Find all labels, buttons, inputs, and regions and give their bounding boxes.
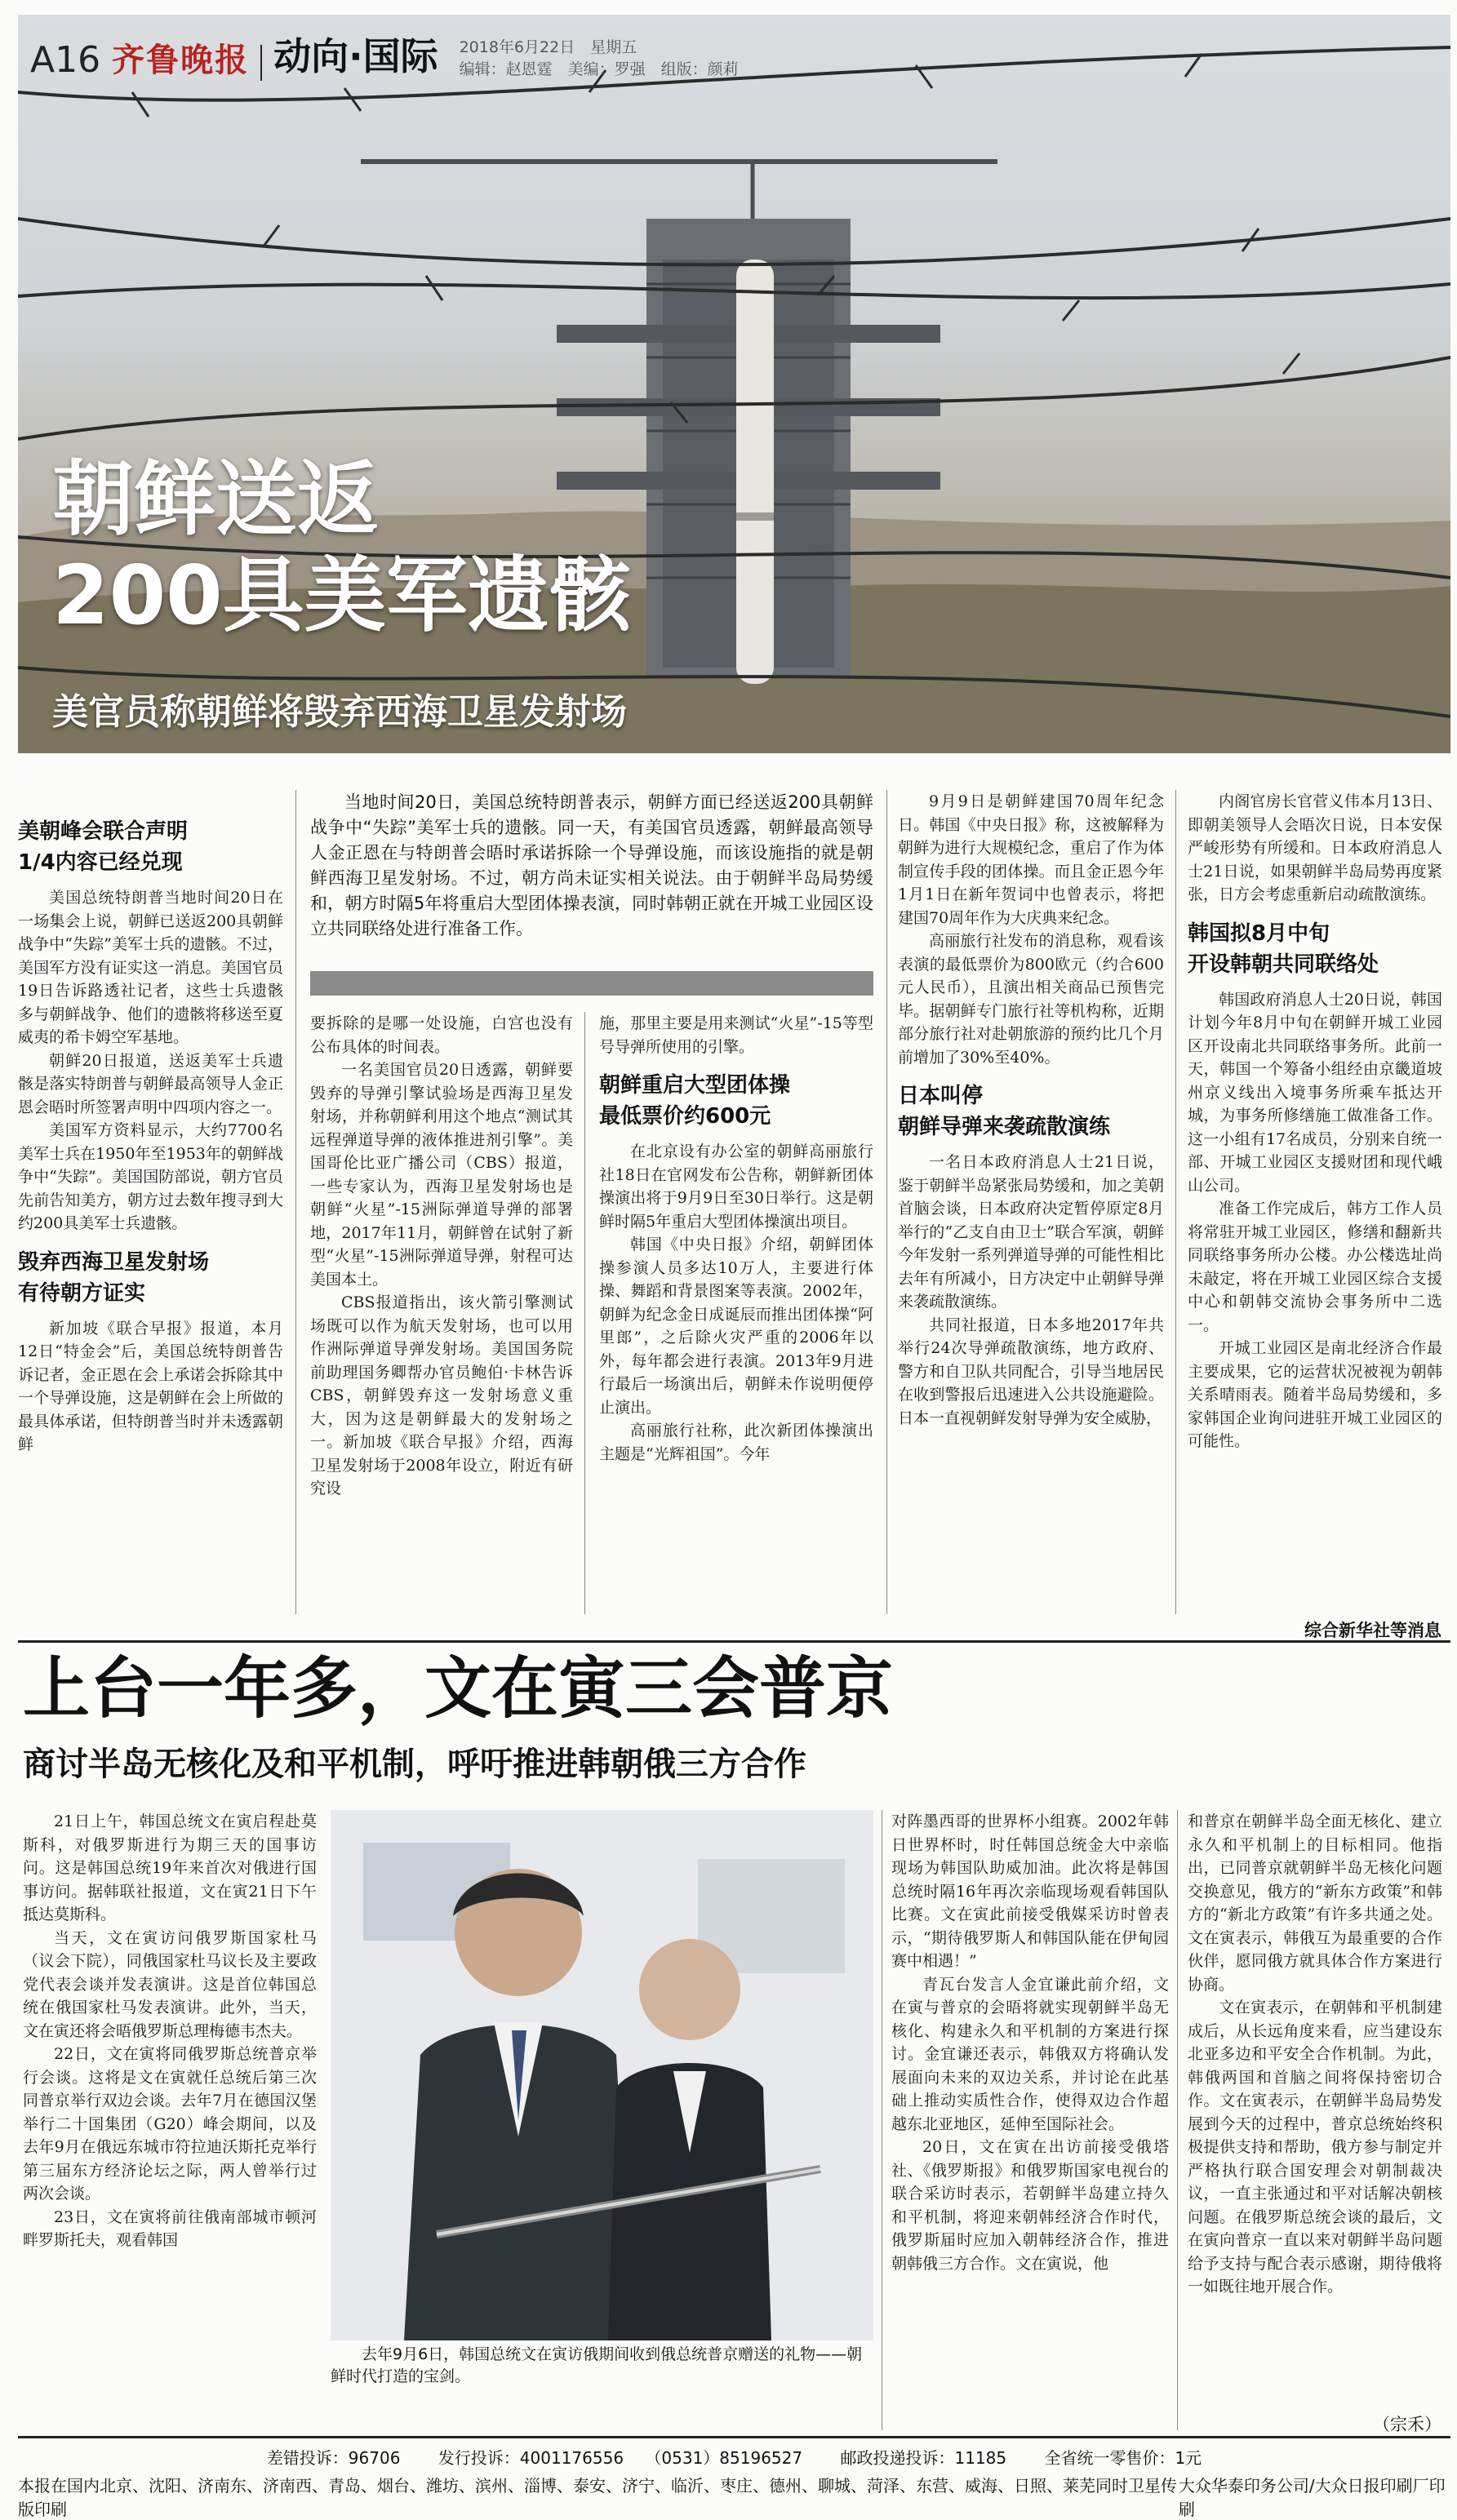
paragraph: 美国总统特朗普当地时间20日在一场集会上说，朝鲜已送返200具朝鲜战争中“失踪”美军士兵的遗骸。不过，美国军方没有证实这一消息。美国官员19日告诉路透社记者，这些士兵遗骸多与朝鲜战争、他们的遗骸将移送至夏威夷的希卡姆空军基地。: [18, 889, 283, 1046]
paragraph: 一名美国官员20日透露，朝鲜要毁弃的导弹引擎试验场是西海卫星发射场，并称朝鲜利用这个地点“测试其远程弹道导弹的液体推进剂引擎”。美国哥伦比亚广播公司（CBS）报道，一些专家认为，西海卫星发射场也是朝鲜“火星”-15洲际弹道导弹的部署地，2017年11月，朝鲜曾在试射了新型“火星”-15洲际弹道导弹，射程可达美国本土。: [310, 1061, 573, 1289]
paragraph: 美国军方资料显示，大约7700名美军士兵在1950年至1953年的朝鲜战争中“失踪”。美国国防部说，朝方官员先前告知美方，朝方过去数年搜寻到大约200具美军士兵遗骸。: [18, 1121, 283, 1232]
paragraph: 和普京在朝鲜半岛全面无核化、建立永久和平机制上的目标相同。他指出，已同普京就朝鲜半岛无核化问题交换意见，俄方的“新东方政策”和韩方的“新北方政策”有许多共通之处。文在寅表示，韩俄互为最重要的合作伙伴，愿同俄方就具体合作方案进行协商。: [1188, 1812, 1442, 1994]
paragraph: 23日，文在寅将前往俄南部城市顿河畔罗斯托夫，观看韩国: [23, 2207, 317, 2249]
subhead-line: 日本叫停: [898, 1084, 984, 1108]
paragraph: 要拆除的是哪一处设施，白宫也没有公布具体的时间表。: [310, 1014, 573, 1056]
paragraph: 高丽旅行社发布的消息称，观看该表演的最低票价为800欧元（约合600元人民币），且演出相关商品已预售完毕。据朝鲜专门旅行社等机构称，近期部分旅行社对赴朝旅游的预约比几个月前增加了30%至40%。: [898, 932, 1164, 1067]
subhead-line: 有待朝方证实: [18, 1280, 146, 1306]
story1-column-1: [18, 816, 283, 1457]
subhead-launch-site: [18, 1247, 283, 1309]
paragraph: CBS报道指出，该火箭引擎测试场既可以作为航天发射场，也可以用作洲际弹道导弹发射场。美国国务院前助理国务卿帮办官员鲍伯·卡林告诉CBS，朝鲜毁弃这一发射场意义重大，因为这是朝鲜最大的发射场之一。新加坡《联合早报》介绍，西海卫星发射场于2008年设立，附近有研究设: [310, 1293, 573, 1497]
story2-column-1: [23, 1810, 317, 2430]
footer-item: 发行投诉：4001176556: [438, 2448, 624, 2468]
masthead-divider: [260, 45, 262, 81]
footer-printing: [18, 2473, 1450, 2520]
photo-illustration: [331, 1810, 873, 2340]
story2-subheadline: 商讨半岛无核化及和平机制，呼吁推进韩朝俄三方合作: [23, 1746, 806, 1783]
story1-lead-text: 当地时间20日，美国总统特朗普表示，朝鲜方面已经送返200具朝鲜战争中“失踪”美军士兵的遗骸。同一天，有美国官员透露，朝鲜最高领导人金正恩在与特朗普会晤时承诺拆除一个导弹设施，而该设施指的就是朝鲜西海卫星发射场。不过，朝方尚未证实相关说法。由于朝鲜半岛局势缓和，朝方时隔5年将重启大型团体操表演，同时韩朝正就在开城工业园区设立共同联络处进行准备工作。: [310, 792, 873, 938]
story1-column-2: [310, 1012, 573, 1501]
story1-headline-line1: 朝鲜送返: [52, 451, 379, 547]
issue-date: 2018年6月22日: [459, 38, 575, 56]
footer-print-locations: 本报在国内北京、沈阳、济南东、济南西、青岛、烟台、潍坊、滨州、淄博、泰安、济宁、临沂、枣庄、德州、聊城、菏泽、东营、威海、日照、莱芜同时卫星传版印刷: [18, 2476, 1177, 2519]
paragraph: 一名日本政府消息人士21日说，鉴于朝鲜半岛紧张局势缓和，加之美朝首脑会谈，日本政府决定暂停原定8月举行的“乙支自由卫士”联合军演，朝鲜今年发射一系列弹道导弹的可能性相比去年有所减小，日方决定中止朝鲜导弹来袭疏散演练。: [898, 1153, 1164, 1311]
column-rule: [295, 790, 296, 1614]
paragraph: 20日，文在寅在出访前接受俄塔社、《俄罗斯报》和俄罗斯国家电视台的联合采访时表示，若朝鲜半岛建立持久和平机制，将迎来朝韩经济合作时代，俄罗斯届时应加入朝韩经济合作，推进朝韩俄三方合作。文在寅说，他: [891, 2138, 1169, 2273]
footer-contacts: [18, 2445, 1450, 2469]
paragraph: 文在寅表示，在朝韩和平机制建成后，从长远角度来看，应当建设东北亚多边和平安全合作机制。为此，韩俄两国和首脑之间将保持密切合作。文在寅表示，在朝鲜半岛局势发展到今天的过程中，普京总统始终积极提供支持和帮助，俄方参与制定并严格执行联合国安理会对朝制裁决议，一直主张通过和平对话解决朝核问题。在俄罗斯总统会谈的最后，文在寅向普京一直以来对朝鲜半岛问题给予支持与配合表示感谢，期待俄将一如既往地开展合作。: [1188, 1999, 1442, 2296]
subhead-line: 朝鲜重启大型团体操: [599, 1073, 791, 1098]
story2-byline: （宗禾）: [1373, 2415, 1441, 2434]
section-divider: [18, 1640, 1450, 1643]
paragraph: 9月9日是朝鲜建国70周年纪念日。韩国《中央日报》称，这被解释为朝鲜为进行大规模纪念，重启了作为体制宣传手段的团体操。而且金正恩今年1月1日在新年贺词中也曾表示，将把建国70周年作为大庆典来纪念。: [898, 792, 1164, 927]
paragraph: 准备工作完成后，韩方工作人员将常驻开城工业园区，修缮和翻新共同联络事务所办公楼。办公楼选址尚未敲定，将在开城工业园区综合支援中心和朝韩交流协会事务所中二选一。: [1188, 1200, 1442, 1334]
story1-subheadline: 美官员称朝鲜将毁弃西海卫星发射场: [52, 691, 627, 733]
paragraph: 当天，文在寅访问俄罗斯国家杜马（议会下院），同俄国家杜马议长及主要政党代表会谈并发表演讲。这是首位韩国总统在俄国家杜马发表演讲。此外，当天，文在寅还将会晤俄罗斯总理梅德韦杰夫。: [23, 1928, 317, 2040]
story2-column-4: [1188, 1810, 1442, 2410]
moon-putin-photo: [331, 1810, 873, 2340]
paragraph: 对阵墨西哥的世界杯小组赛。2002年韩日世界杯时，时任韩国总统金大中亲临现场为韩国队助威加油。此次将是韩国总统时隔16年再次亲临现场观看韩国队比赛。文在寅此前接受俄媒采访时曾表示，“期待俄罗斯人和韩国队能在伊甸园赛中相遇！”: [891, 1812, 1169, 1970]
footer-item: 全省统一零售价：1元: [1044, 2448, 1202, 2468]
subhead-japan-drill: [898, 1080, 1164, 1142]
story1-lead: [310, 790, 873, 942]
paragraph: 高丽旅行社称，此次新团体操演出主题是“光辉祖国”。今年: [599, 1422, 873, 1463]
paragraph: 21日上午，韩国总统文在寅启程赴莫斯科，对俄罗斯进行为期三天的国事访问。这是韩国总统19年来首次对俄进行国事访问。据韩联社报道，文在寅21日下午抵达莫斯科。: [23, 1812, 317, 1923]
subhead-line: 最低票价约600元: [599, 1104, 771, 1129]
column-rule: [584, 1012, 585, 1614]
story1-column-4: [898, 790, 1164, 1430]
paragraph: 青瓦台发言人金宜谦此前介绍，文在寅与普京的会晤将就实现朝鲜半岛无核化、构建永久和平机制的方案进行探讨。金宜谦还表示，韩俄双方将确认发展面向未来的双边关系，并讨论在此基础上推动实质性合作，使得双边合作超越东北亚地区，延伸至国际社会。: [891, 1975, 1169, 2133]
footer-item: 差错投诉：96706: [266, 2448, 401, 2468]
paragraph: 新加坡《联合早报》报道，本月12日“特金会”后，美国总统特朗普告诉记者，金正恩在会上承诺会拆除其中一个导弹设施，这是朝鲜在会上所做的最具体承诺，但特朗普当时并未透露朝鲜: [18, 1319, 283, 1453]
page-footer: [18, 2436, 1450, 2519]
subhead-mass-games: [599, 1070, 873, 1132]
paragraph: 施，那里主要是用来测试“火星”-15等型号导弹所使用的引擎。: [599, 1014, 873, 1056]
story2-headline: 上台一年多，文在寅三会普京: [23, 1650, 894, 1728]
paragraph: 韩国政府消息人士20日说，韩国计划今年8月中旬在朝鲜开城工业园区开设南北共同联络事务所。此前一天，韩国一个筹备小组经由京畿道坡州京义线出入境事务所乘车抵达开城，为事务所修缮施工做准备工作。这一小组有17名成员，分别来自统一部、开城工业园区支援财团和现代峨山公司。: [1188, 990, 1442, 1195]
subhead-line: 毁弃西海卫星发射场: [18, 1249, 210, 1275]
paragraph: 共同社报道，日本多地2017年共举行24次导弹疏散演练，地方政府、警方和自卫队共同配合，引导当地居民在收到警报后迅速进入公共设施避险。日本一直视朝鲜发射导弹为安全威胁，: [898, 1315, 1164, 1427]
subhead-line: 韩国拟8月中旬: [1188, 921, 1330, 946]
column-rule: [1175, 790, 1176, 1614]
subhead-liaison-office: [1188, 918, 1442, 980]
subhead-line: 开设韩朝共同联络处: [1188, 952, 1379, 977]
paragraph: 内阁官房长官菅义伟本月13日、即朝美领导人会晤次日说，日本安保严峻形势有所缓和。日本政府消息人士21日说，如果朝鲜半岛局势再度紧张，日方会考虑重新启动疏散演练。: [1188, 792, 1442, 903]
subhead-line: 朝鲜导弹来袭疏散演练: [898, 1115, 1111, 1139]
layout-credit: 组版：颜莉: [660, 60, 739, 78]
paragraph: 在北京设有办公室的朝鲜高丽旅行社18日在官网发布公告称，朝鲜新团体操演出将于9月9日至30日举行。这是朝鲜时隔5年重启大型团体操演出项目。: [599, 1142, 873, 1231]
story1-column-5: [1188, 790, 1442, 1453]
footer-item: 邮政投递投诉：11185: [840, 2448, 1007, 2468]
paragraph: 22日，文在寅将同俄罗斯总统普京举行会谈。这将是文在寅就任总统后第三次同普京举行双边会谈。去年7月在德国汉堡举行二十国集团（G20）峰会期间，以及去年9月在俄远东城市符拉迪沃斯托克举行第三届东方经济论坛之际，两人曾举行过两次会谈。: [23, 2045, 317, 2203]
footer-printer: 大众华泰印务公司/大众日报印刷厂印刷: [1178, 2476, 1446, 2519]
lead-divider-bar: [310, 971, 873, 996]
paragraph: 朝鲜20日报道，送返美军士兵遗骸是落实特朗普与朝鲜最高领导人金正恩会晤时所签署声明中四项内容之一。: [18, 1051, 283, 1116]
masthead: [30, 27, 739, 81]
page-number: A16: [30, 39, 101, 81]
photo-caption: [331, 2344, 873, 2388]
paragraph: 开城工业园区是南北经济合作最主要成果，它的运营状况被视为朝韩关系晴雨表。随着半岛局势缓和，多家韩国企业询问进驻开城工业园区的可能性。: [1188, 1339, 1442, 1450]
story1-byline: 综合新华社等消息: [1304, 1621, 1441, 1640]
caption-text: 去年9月6日，韩国总统文在寅访俄期间收到俄总统普京赠送的礼物——朝鲜时代打造的宝剑。: [331, 2345, 863, 2385]
story1-headline: [52, 451, 631, 644]
issue-weekday: 星期五: [590, 38, 637, 56]
art-credit: 美编：罗强: [567, 60, 646, 78]
subhead-line: 美朝峰会联合声明: [18, 819, 189, 844]
paragraph: 韩国《中央日报》介绍，朝鲜团体操参演人员多达10万人，主要进行体操、舞蹈和背景图案等表演。2002年，朝鲜为纪念金日成诞辰而推出团体操“阿里郎”，之后除火灾严重的2006年以外，每年都会进行表演。2013年9月进行最后一场演出后，朝鲜未作说明便停止演出。: [599, 1236, 873, 1417]
masthead-meta: [460, 37, 739, 81]
story1-column-3: [599, 1012, 873, 1466]
subhead-line: 1/4内容已经兑现: [18, 850, 183, 875]
story2-column-3: [891, 1810, 1169, 2430]
editor-credit: 编辑：赵恩霆: [459, 60, 553, 78]
subhead-remains: [18, 816, 283, 878]
footer-item: （0531）85196527: [645, 2448, 803, 2468]
paper-name-logo: 齐鲁晚报: [112, 41, 250, 79]
column-rule: [886, 790, 887, 1614]
section-title: 动向·国际: [273, 34, 438, 78]
hero-photo: [18, 15, 1450, 753]
column-rule: [1177, 1810, 1178, 2430]
story1-headline-line2: 200具美军遗骸: [52, 548, 631, 643]
